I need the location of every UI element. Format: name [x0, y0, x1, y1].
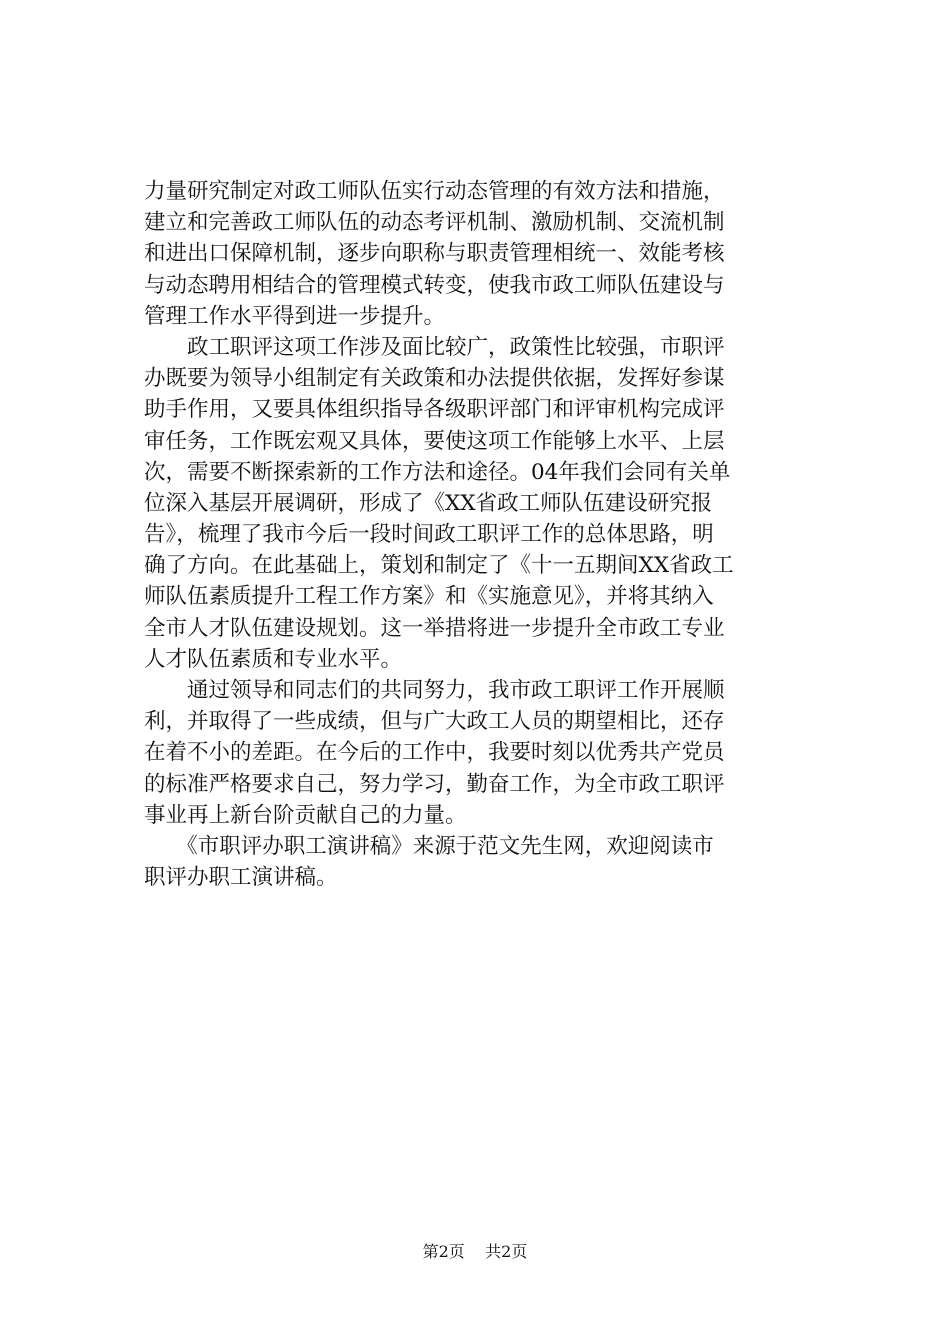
- text-line: 和进出口保障机制，逐步向职称与职责管理相统一、效能考核: [144, 241, 725, 267]
- text-line: 人才队伍素质和专业水平。: [144, 646, 403, 672]
- text-line: 审任务，工作既宏观又具体，要使这项工作能够上水平、上层: [144, 428, 725, 454]
- text-line: 与动态聘用相结合的管理模式转变，使我市政工师队伍建设与: [144, 272, 725, 298]
- text-line: 的标准严格要求自己，努力学习，勤奋工作，为全市政工职评: [144, 771, 725, 797]
- text-line: 助手作用，又要具体组织指导各级职评部门和评审机构完成评: [144, 397, 725, 423]
- text-line: 在着不小的差距。在今后的工作中，我要时刻以优秀共产党员: [144, 740, 725, 766]
- page-separator: [470, 1242, 480, 1261]
- page-footer: [0, 1242, 950, 1262]
- text-line: 政工职评这项工作涉及面比较广，政策性比较强，市职评: [144, 334, 725, 360]
- text-line: 师队伍素质提升工程工作方案》和《实施意见》，并将其纳入: [144, 584, 714, 610]
- text-line: 管理工作水平得到进一步提升。: [144, 303, 446, 329]
- text-line: 职评办职工演讲稿。: [144, 865, 338, 891]
- text-line: 《市职评办职工演讲稿》来源于范文先生网，欢迎阅读市: [144, 833, 714, 859]
- page-total: 共2页: [485, 1242, 528, 1261]
- text-line: 办既要为领导小组制定有关政策和办法提供依据，发挥好参谋: [144, 366, 725, 392]
- text-line: 告》，梳理了我市今后一段时间政工职评工作的总体思路，明: [144, 522, 714, 548]
- text-line: 利，并取得了一些成绩，但与广大政工人员的期望相比，还存: [144, 709, 725, 735]
- text-line: 通过领导和同志们的共同努力，我市政工职评工作开展顺: [144, 678, 725, 703]
- text-line: 确了方向。在此基础上，策划和制定了《十一五期间XX省政工: [144, 553, 734, 579]
- text-line: 位深入基层开展调研，形成了《XX省政工师队伍建设研究报: [144, 490, 713, 516]
- text-line: 全市人才队伍建设规划。这一举措将进一步提升全市政工专业: [144, 615, 725, 641]
- text-line: 次，需要不断探索新的工作方法和途径。04年我们会同有关单: [144, 459, 731, 485]
- text-line: 力量研究制定对政工师队伍实行动态管理的有效方法和措施，: [144, 179, 725, 204]
- text-line: 事业再上新台阶贡献自己的力量。: [144, 802, 467, 828]
- text-line: 建立和完善政工师队伍的动态考评机制、激励机制、交流机制: [144, 210, 725, 236]
- page-number: 第2页: [422, 1242, 465, 1261]
- document-body: [144, 176, 834, 893]
